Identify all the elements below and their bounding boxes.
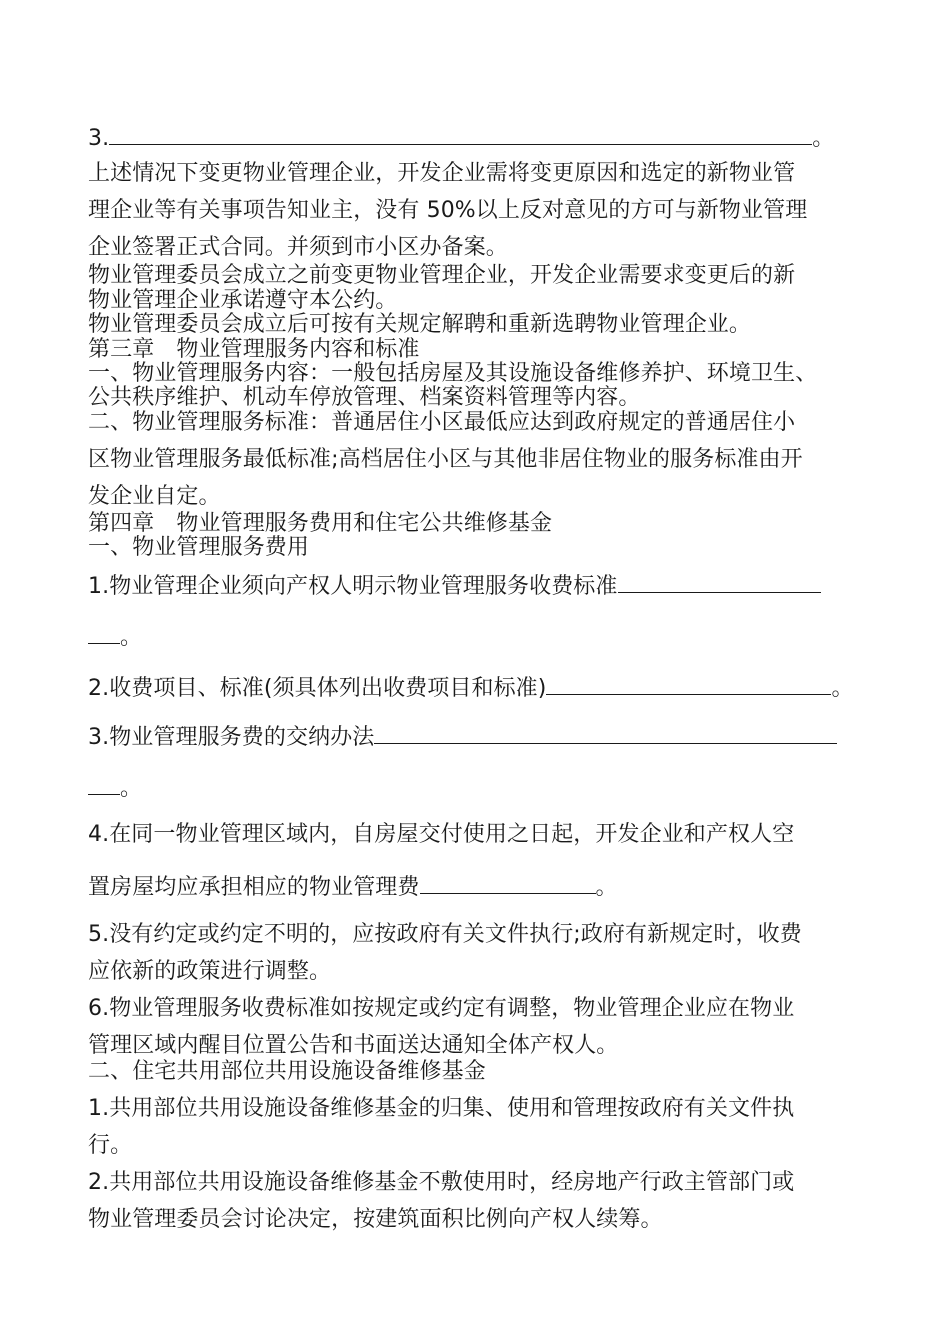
text-line: 6.物业管理服务收费标准如按规定或约定有调整，物业管理企业应在物业 [88, 996, 795, 1021]
blank-field[interactable] [88, 623, 120, 644]
fill-line [88, 723, 837, 751]
text-line: 物业管理企业承诺遵守本公约。 [88, 288, 398, 313]
chapter-heading: 第三章 物业管理服务内容和标准 [88, 337, 420, 362]
text-line: 4.在同一物业管理区域内，自房屋交付使用之日起，开发企业和产权人空 [88, 822, 795, 847]
line-text: 3. [88, 126, 110, 151]
text-line: 二、物业管理服务标准：普通居住小区最低应达到政府规定的普通居住小 [88, 410, 796, 435]
text-line: 上述情况下变更物业管理企业，开发企业需将变更原因和选定的新物业管 [88, 161, 796, 186]
text-line: 1.共用部位共用设施设备维修基金的归集、使用和管理按政府有关文件执 [88, 1096, 795, 1121]
section-heading: 二、住宅共用部位共用设施设备维修基金 [88, 1059, 486, 1084]
text-line: 区物业管理服务最低标准;高档居住小区与其他非居住物业的服务标准由开 [88, 447, 803, 472]
line-end: 。 [831, 676, 854, 701]
text-line: 企业签署正式合同。并须到市小区办备案。 [88, 235, 508, 260]
fill-line [88, 674, 854, 702]
blank-field[interactable] [374, 723, 837, 744]
text-line: 一、物业管理服务内容：一般包括房屋及其设施设备维修养护、环境卫生、 [88, 361, 818, 386]
text-line: 物业管理委员会成立之前变更物业管理企业，开发企业需要求变更后的新 [88, 263, 796, 288]
text-line: 2.共用部位共用设施设备维修基金不敷使用时，经房地产行政主管部门或 [88, 1170, 795, 1195]
blank-field[interactable] [88, 774, 120, 795]
text-line: 应依新的政策进行调整。 [88, 959, 332, 984]
fill-line [88, 873, 618, 901]
chapter-heading: 第四章 物业管理服务费用和住宅公共维修基金 [88, 511, 553, 536]
text-line: 发企业自定。 [88, 484, 221, 509]
blank-field[interactable] [109, 124, 812, 145]
text-line: 物业管理委员会成立后可按有关规定解聘和重新选聘物业管理企业。 [88, 312, 752, 337]
line-text: 2.收费项目、标准(须具体列出收费项目和标准) [88, 676, 547, 701]
text-line: 管理区域内醒目位置公告和书面送达通知全体产权人。 [88, 1033, 619, 1058]
line-text: 置房屋均应承担相应的物业管理费 [88, 875, 420, 900]
text-line: 行。 [88, 1133, 133, 1158]
line-end: 。 [120, 625, 143, 650]
text-line: 理企业等有关事项告知业主，没有 50%以上反对意见的方可与新物业管理 [88, 198, 808, 223]
fill-line [88, 572, 821, 600]
line-text: 3.物业管理服务费的交纳办法 [88, 725, 375, 750]
blank-field[interactable] [618, 572, 821, 593]
blank-field[interactable] [420, 873, 596, 894]
line-end: 。 [812, 126, 835, 151]
text-line: 公共秩序维护、机动车停放管理、档案资料管理等内容。 [88, 385, 641, 410]
line-end: 。 [595, 875, 618, 900]
fill-line [88, 623, 142, 651]
line-text: 1.物业管理企业须向产权人明示物业管理服务收费标准 [88, 574, 618, 599]
text-line: 5.没有约定或约定不明的，应按政府有关文件执行;政府有新规定时，收费 [88, 922, 802, 947]
section-heading: 一、物业管理服务费用 [88, 535, 310, 560]
blank-field[interactable] [546, 674, 831, 695]
line-end: 。 [120, 776, 143, 801]
fill-line [88, 124, 834, 152]
text-line: 物业管理委员会讨论决定，按建筑面积比例向产权人续筹。 [88, 1207, 663, 1232]
fill-line [88, 774, 142, 802]
